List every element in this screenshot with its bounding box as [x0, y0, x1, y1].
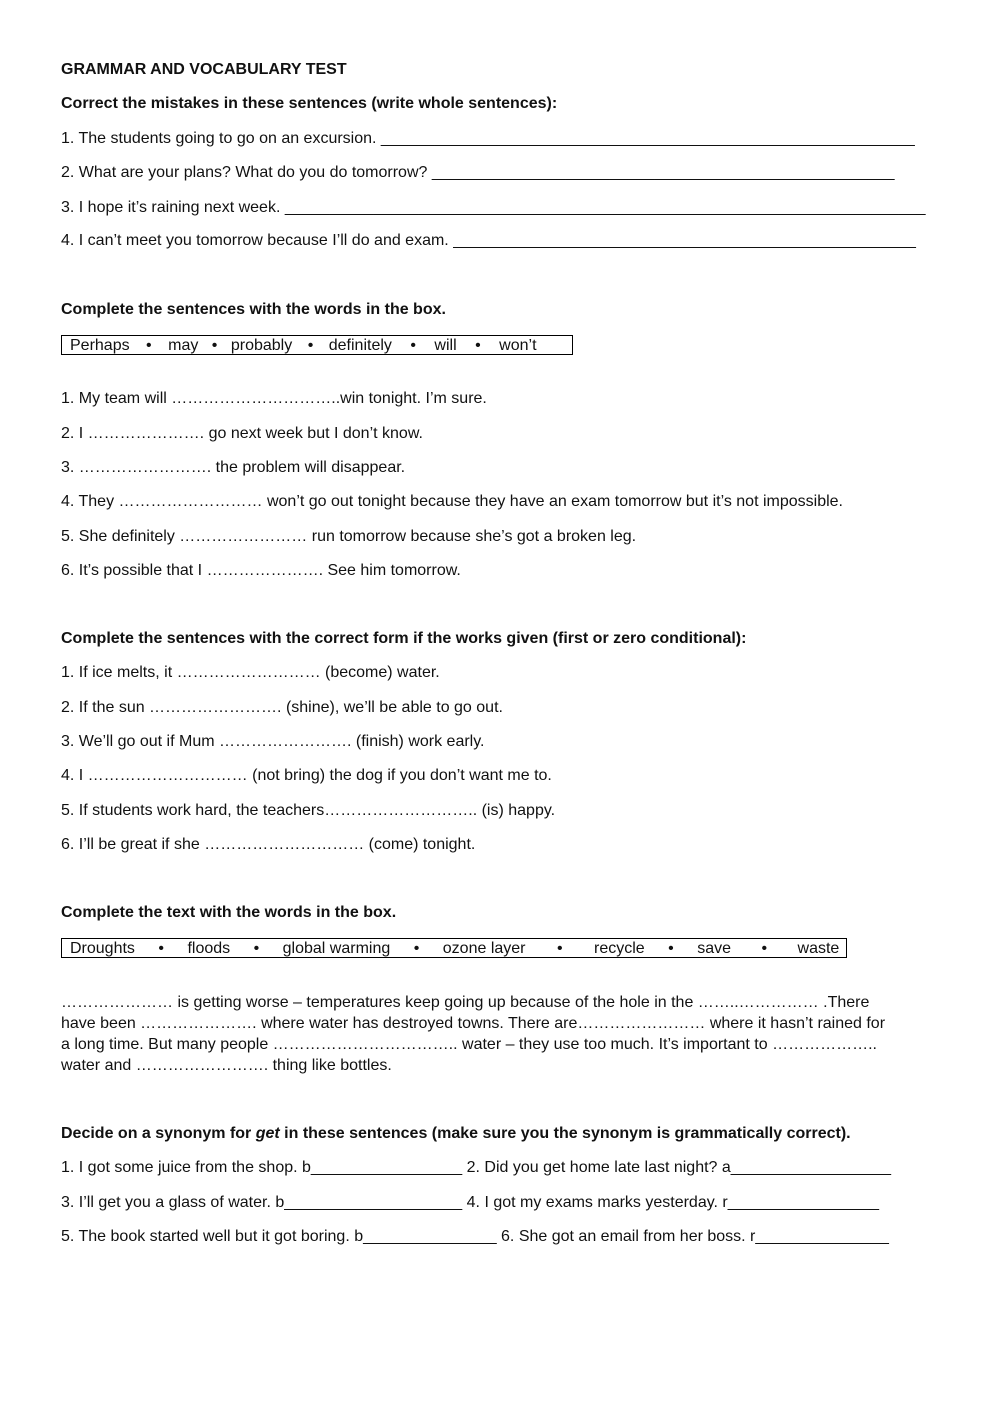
- paragraph-line: ………………… is getting worse – temperatures keep going up because of the hole in the ……..…………… .There: [61, 994, 870, 1011]
- section1-item-2: 2. What are your plans? What do you do tomorrow? ____________________________________________________: [61, 164, 895, 181]
- word-box-2-word: save: [697, 940, 732, 957]
- word-box-2-separator: •: [413, 940, 420, 957]
- section4-paragraph: [61, 992, 936, 1076]
- section2-item-1: 1. My team will …………………………..win tonight. I’m sure.: [61, 390, 487, 407]
- section2-heading: Complete the sentences with the words in the box.: [61, 301, 446, 318]
- section5-item-row-2: 3. I’ll get you a glass of water. b____________________ 4. I got my exams marks yesterday. r_________________: [61, 1194, 880, 1211]
- word-box-2-separator: •: [668, 940, 674, 957]
- word-box-2-separator: •: [253, 940, 260, 957]
- word-box-1-separator: •: [475, 337, 481, 354]
- word-box-2-word: global warming: [282, 940, 391, 957]
- section1-item-1: 1. The students going to go on an excursion. ____________________________________________________________: [61, 130, 915, 147]
- word-box-1-word: will: [434, 337, 457, 354]
- section5-heading-end: in these sentences (make sure you the synonym is grammatically correct).: [279, 1125, 851, 1142]
- word-box-1-separator: •: [307, 337, 314, 354]
- word-box-1-word: definitely: [328, 337, 392, 354]
- word-box-2-word: recycle: [594, 940, 645, 957]
- section5-heading: [61, 1124, 851, 1144]
- word-box-2-word: Droughts: [70, 940, 135, 957]
- section4-heading: Complete the text with the words in the box.: [61, 904, 397, 921]
- word-box-1-word: won’t: [499, 337, 537, 354]
- section2-item-4: 4. They ……………………… won’t go out tonight because they have an exam tomorrow but it’s not impossible.: [61, 493, 843, 510]
- section1-item-3: 3. I hope it’s raining next week. ________________________________________________________________________: [61, 199, 926, 216]
- word-box-2-word: waste: [797, 940, 840, 957]
- section3-item-1: 1. If ice melts, it ……………………… (become) water.: [61, 664, 440, 681]
- word-box-1-separator: •: [146, 337, 152, 354]
- section1-item-4: 4. I can’t meet you tomorrow because I’ll do and exam. ____________________________________________________: [61, 232, 916, 249]
- section2-item-5: 5. She definitely …………………… run tomorrow because she’s got a broken leg.: [61, 528, 637, 545]
- section1-heading: Correct the mistakes in these sentences (write whole sentences):: [61, 95, 558, 112]
- section5-item-row-1: 1. I got some juice from the shop. b_________________ 2. Did you get home late last night? a__________________: [61, 1159, 891, 1176]
- word-box-1-separator: •: [211, 337, 218, 354]
- word-box-2-separator: •: [556, 940, 563, 957]
- section2-item-2: 2. I …………………. go next week but I don’t know.: [61, 425, 423, 442]
- paragraph-line: a long time. But many people …………………………….. water – they use too much. It’s important to ………………..: [61, 1036, 877, 1053]
- word-box-2-separator: •: [761, 940, 768, 957]
- section3-item-6: 6. I’ll be great if she ………………………… (come) tonight.: [61, 836, 476, 853]
- word-box-1: [61, 335, 573, 355]
- word-box-2-separator: •: [158, 940, 164, 957]
- section3-heading: Complete the sentences with the correct form if the works given (first or zero conditional):: [61, 630, 747, 647]
- section3-item-4: 4. I ………………………… (not bring) the dog if you don’t want me to.: [61, 767, 552, 784]
- section5-item-row-3: 5. The book started well but it got boring. b_______________ 6. She got an email from her boss. r_______________: [61, 1228, 889, 1245]
- paragraph-line: have been …………………. where water has destroyed towns. There are…………………… where it hasn’t rained for: [61, 1015, 886, 1032]
- section3-item-3: 3. We’ll go out if Mum ……………………. (finish) work early.: [61, 733, 485, 750]
- word-box-1-word: Perhaps: [70, 337, 130, 354]
- word-box-1-word: probably: [230, 337, 293, 354]
- word-box-2-word: ozone layer: [442, 940, 526, 957]
- paragraph-line: water and ……………………. thing like bottles.: [61, 1057, 392, 1074]
- word-box-1-separator: •: [410, 337, 416, 354]
- section3-item-5: 5. If students work hard, the teachers……………………….. (is) happy.: [61, 802, 556, 819]
- word-box-1-word: may: [168, 337, 199, 354]
- section5-heading-italic: get: [255, 1125, 280, 1142]
- word-box-2: [61, 938, 847, 958]
- section2-item-3: 3. ……………………. the problem will disappear.: [61, 459, 406, 476]
- section3-item-2: 2. If the sun ……………………. (shine), we’ll be able to go out.: [61, 699, 503, 716]
- word-box-2-word: floods: [187, 940, 231, 957]
- worksheet-title: GRAMMAR AND VOCABULARY TEST: [61, 61, 347, 78]
- section5-heading-start: Decide on a synonym for: [61, 1125, 256, 1142]
- section2-item-6: 6. It’s possible that I …………………. See him tomorrow.: [61, 562, 461, 579]
